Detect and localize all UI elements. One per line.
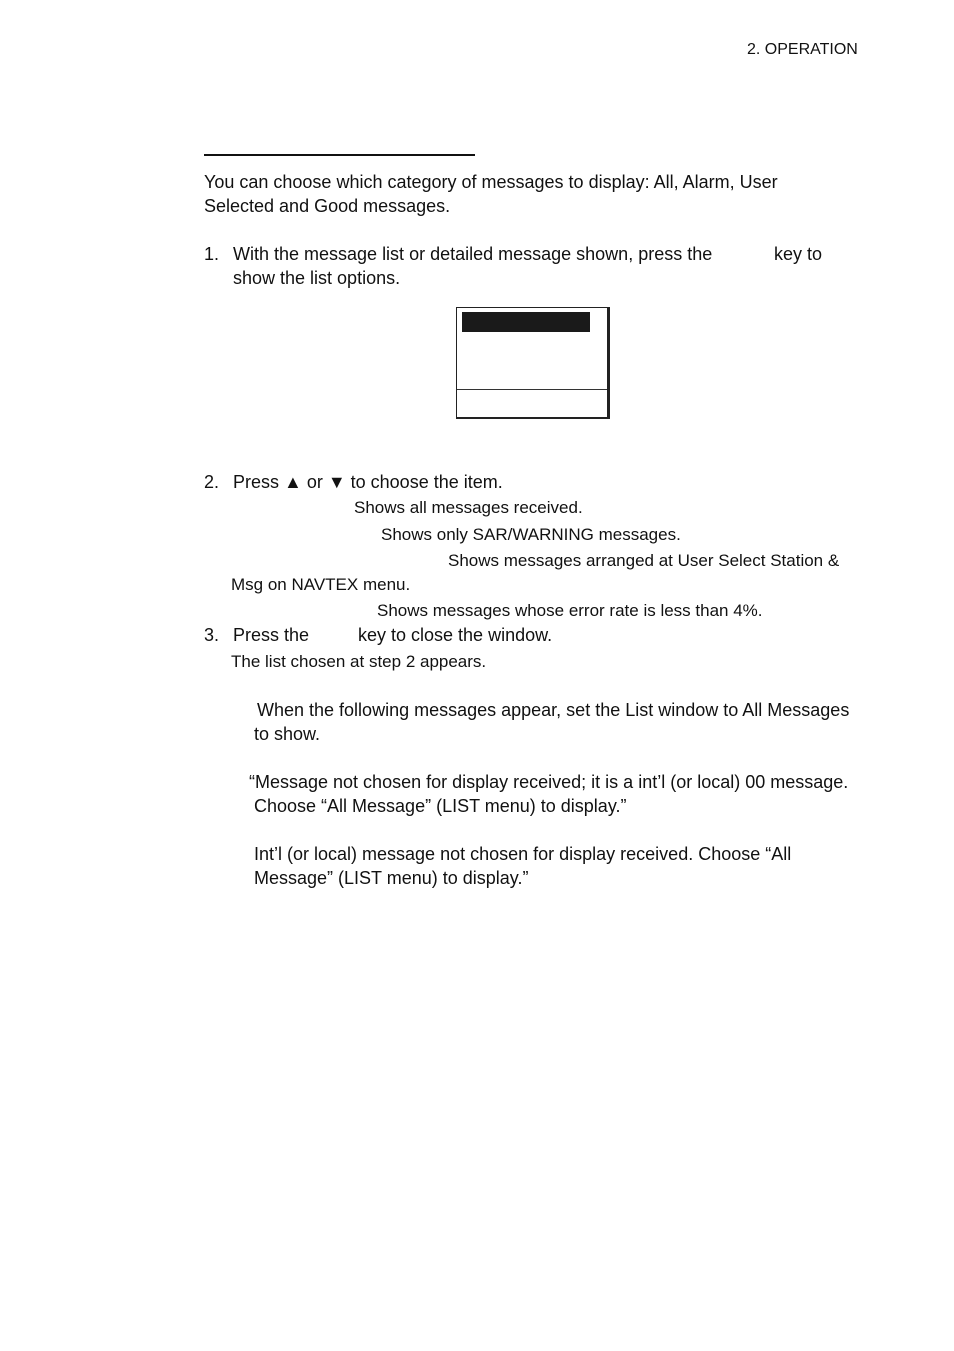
list-options-window (456, 307, 610, 419)
option-user-description-cont: Msg on NAVTEX menu. (231, 575, 411, 594)
step-3-text-end: key to close the window. (358, 625, 553, 645)
option-alarm-description: Shows only SAR/WARNING messages. (381, 525, 681, 544)
heading-underline (204, 154, 475, 156)
note-para-3-line-2: Message” (LIST menu) to display.” (254, 868, 529, 888)
step-2-text: Press ▲ or ▼ to choose the item. (233, 472, 503, 492)
note-para-1-line-1: When the following messages appear, set the List window to All Messages (257, 700, 850, 720)
note-para-1-line-2: to show. (254, 724, 321, 744)
note-para-3-line-1: Int’l (or local) message not chosen for display received. Choose “All (254, 844, 792, 864)
note-para-2-line-2: Choose “All Message” (LIST menu) to display.” (254, 796, 627, 816)
step-1-text-end: key to (774, 244, 823, 264)
step-1-text: With the message list or detailed message shown, press the (233, 244, 713, 264)
step-1-number: 1. (204, 244, 220, 264)
option-all-description: Shows all messages received. (354, 498, 583, 517)
step-3-text: Press the (233, 625, 310, 645)
step-3-subtext: The list chosen at step 2 appears. (231, 652, 487, 671)
intro-line-1: You can choose which category of messages to display: All, Alarm, User (204, 172, 778, 192)
option-good-description: Shows messages whose error rate is less than 4%. (377, 601, 763, 620)
option-user-description: Shows messages arranged at User Select Station & (448, 551, 840, 570)
note-para-2-line-1: “Message not chosen for display received; it is a int’l (or local) 00 message. (249, 772, 849, 792)
intro-line-2: Selected and Good messages. (204, 196, 451, 216)
step-3-number: 3. (204, 625, 220, 645)
list-window-separator (457, 389, 607, 390)
page-header-section: 2. OPERATION (747, 41, 858, 58)
list-option-highlight (462, 312, 590, 332)
step-1-text-line-2: show the list options. (233, 268, 401, 288)
step-2-number: 2. (204, 472, 220, 492)
